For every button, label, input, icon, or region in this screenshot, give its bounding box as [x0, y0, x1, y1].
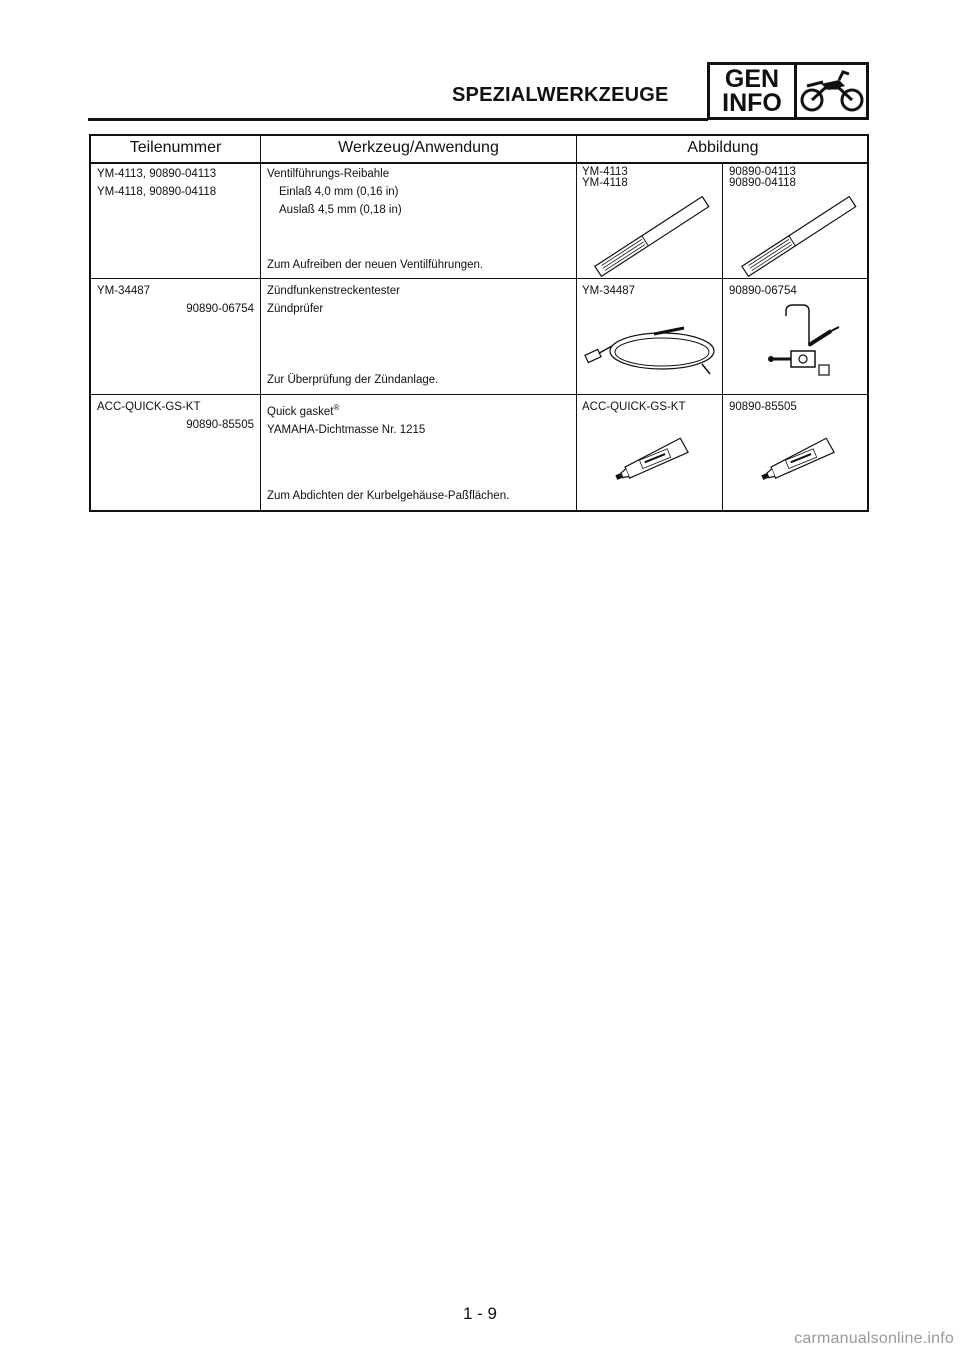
sealant-tube-icon	[757, 431, 847, 491]
tool-usage: Zur Überprüfung der Zündanlage.	[267, 374, 439, 386]
tool-cell: Quick gasket® YAMAHA-Dichtmasse Nr. 1215	[267, 400, 425, 438]
tool-cell: Ventilführungs-Reibahle Einlaß 4,0 mm (0,16 in) Auslaß 4,5 mm (0,18 in)	[267, 168, 402, 216]
page-title: SPEZIALWERKZEUGE	[452, 84, 669, 106]
tool-name: Zündfunkenstreckentester	[267, 285, 400, 297]
image-label: 90890-04113 90890-04118	[729, 166, 796, 189]
sealant-tube-icon	[611, 431, 701, 491]
row-divider	[91, 394, 867, 395]
motorcycle-icon	[797, 65, 866, 117]
page-number: 1 - 9	[462, 1304, 498, 1323]
part-number-cell: YM-34487 90890-06754	[97, 285, 254, 315]
part-number-cell: ACC-QUICK-GS-KT 90890-85505	[97, 401, 254, 431]
section-badge-text	[710, 65, 797, 117]
spark-tester-icon	[584, 306, 719, 386]
column-header-illustration: Abbildung	[687, 139, 759, 156]
col-divider	[722, 164, 723, 510]
column-header-tool-usage: Werkzeug/Anwendung	[338, 139, 499, 156]
badge-gen: GEN	[724, 65, 780, 93]
column-header-part-number: Teilenummer	[129, 139, 222, 156]
section-badge	[707, 62, 869, 120]
reamer-icon	[584, 196, 719, 278]
tool-name: Quick gasket®	[267, 403, 340, 418]
registered-mark: ®	[333, 403, 340, 412]
image-label: 90890-85505	[729, 401, 797, 413]
watermark: carmanualsonline.info	[794, 1330, 954, 1347]
reamer-icon	[731, 196, 866, 278]
tool-cell: Zündfunkenstreckentester Zündprüfer	[267, 285, 400, 315]
row-divider	[91, 278, 867, 279]
special-tools-table	[89, 134, 869, 512]
part-number-cell: YM-4113, 90890-04113 YM-4118, 90890-04118	[97, 168, 217, 198]
col-divider	[260, 136, 261, 510]
image-label: 90890-06754	[729, 285, 797, 297]
badge-info: INFO	[722, 89, 782, 117]
header-divider	[91, 162, 867, 164]
title-rule	[88, 118, 708, 121]
image-label: YM-34487	[582, 285, 636, 297]
image-label: ACC-QUICK-GS-KT	[582, 401, 686, 413]
tool-name: Ventilführungs-Reibahle	[267, 168, 390, 180]
spark-tester-icon	[731, 301, 866, 386]
tool-usage: Zum Abdichten der Kurbelgehäuse-Paßflächen.	[267, 490, 510, 502]
col-divider	[576, 136, 577, 510]
image-label: YM-4113 YM-4118	[582, 166, 628, 189]
tool-usage: Zum Aufreiben der neuen Ventilführungen.	[267, 259, 484, 271]
